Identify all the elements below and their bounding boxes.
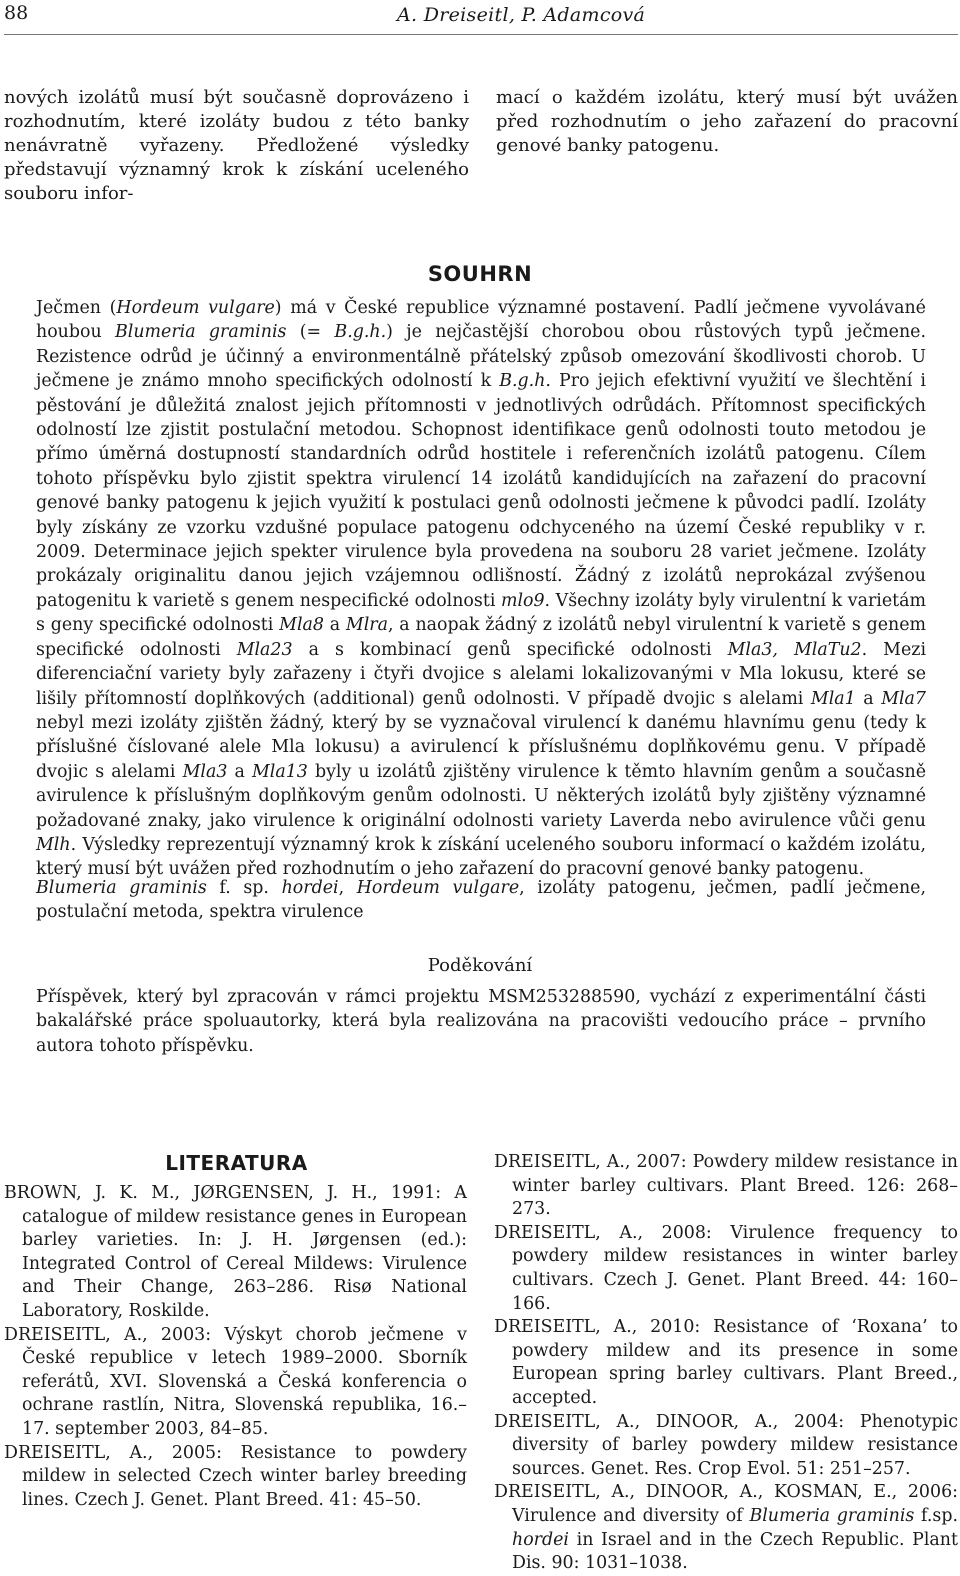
- running-head: A. Dreiseitl, P. Adamcová: [397, 4, 646, 26]
- souhrn-body: Ječmen (Hordeum vulgare) má v České republice významné postavení. Padlí ječmene vyvolávané houbou Blumeria graminis (= B.g.h.) je nejčastější chorobou obou růstových typů ječmene. Rezistence odrůd je účinný a environmentálně přátelský způsob omezování škodlivosti chorob. U ječmene je známo mnoho specifických odolností k B.g.h. Pro jejich efektivní využití ve šlechtění i pěstování je důležitá znalost jejich přítomnosti v jednotlivých odrůdách. Přítomnost specifických odolností lze zjistit postulační metodou. Schopnost identifikace genů odolnosti touto metodou je přímo úměrná dostupností standardních odrůd hostitele i referenčních izolátů patogenu. Cílem tohoto příspěvku bylo zjistit spektra virulencí 14 izolátů kandidujících na zařazení do pracovní genové banky patogenu k jejich využití k postulaci genů odolnosti ječmene k původci padlí. Izoláty byly získány ze vzorku vzdušné populace patogenu odchyceného na území České republiky v r. 2009. Determinace jejich spekter virulence byla provedena na souboru 28 variet ječmene. Izoláty prokázaly originalitu danou jejich vzájemnou odlišností. Žádný z izolátů neprokázal zvýšenou patogenitu k varietě s genem nespecifické odolnosti mlo9. Všechny izoláty byly virulentní k varietám s geny specifické odolnosti Mla8 a Mlra, a naopak žádný z izolátů nebyl virulentní k varietě s genem specifické odolnosti Mla23 a s kombinací genů specifické odolnosti Mla3, MlaTu2. Mezi diferenciační variety byly zařazeny i čtyři dvojice s alelami lokalizovanými v Mla lokusu, které se lišily přítomností doplňkových (additional) genů odolnosti. V případě dvojic s alelami Mla1 a Mla7 nebyl mezi izoláty zjištěn žádný, který by se vyznačoval virulencí k danému hlavnímu genu (tedy k příslušné číslované alele Mla lokusu) a avirulencí k příslušnému doplňkovému genu. V případě dvojic s alelami Mla3 a Mla13 byly u izolátů zjištěny virulence k těmto hlavním genům a současně avirulence k příslušným doplňkovým genům odolnosti. U některých izolátů byly zjištěny významné požadované znaky, jako virulence k originální odolnosti variety Laverda nebo avirulence vůči genu Mlh. Výsledky reprezentují významný krok k získání uceleného souboru informací o každém izolátu, který musí být uvážen před rozhodnutím o jeho zařazení do pracovní genové banky patogenu.: [36, 298, 926, 880]
- intro-left-column: nových izolátů musí být současně doprovázeno i rozhodnutím, které izoláty budou z této banky nenávratně vyřazeny. Předložené výsledky představují významný krok k získání uceleného souboru infor-: [4, 87, 469, 204]
- references-left-column: [4, 1182, 467, 1512]
- intro-right-column: mací o každém izolátu, který musí být uvážen před rozhodnutím o jeho zařazení do pracovní genové banky patogenu.: [496, 87, 958, 156]
- references-right-column: [494, 1151, 958, 1576]
- reference-entry: DREISEITL, A., DINOOR, A., KOSMAN, E., 2006: Virulence and diversity of Blumeria graminis f.sp. hordei in Israel and in the Czech Republic. Plant Dis. 90: 1031–1038.: [494, 1482, 958, 1574]
- reference-entry: DREISEITL, A., 2008: Virulence frequency to powdery mildew resistances in winter barley cultivars. Czech J. Genet. Plant Breed. 44: 160–166.: [494, 1222, 958, 1314]
- reference-entry: DREISEITL, A., 2005: Resistance to powdery mildew in selected Czech winter barley breeding lines. Czech J. Genet. Plant Breed. 41: 45–50.: [4, 1442, 467, 1510]
- acknowledgement-heading: Poděkování: [427, 955, 533, 976]
- souhrn-heading: SOUHRN: [427, 262, 533, 286]
- reference-entry: DREISEITL, A., 2010: Resistance of ‘Roxana’ to powdery mildew and its presence in some European spring barley cultivars. Plant Breed., accepted.: [494, 1317, 958, 1408]
- keywords: Blumeria graminis f. sp. hordei, Hordeum vulgare, izoláty patogenu, ječmen, padlí ječmene, postulační metoda, spektra virulence: [36, 878, 926, 923]
- literature-heading: LITERATURA: [165, 1151, 308, 1175]
- reference-entry: DREISEITL, A., 2003: Výskyt chorob ječmene v České republice v letech 1989–2000. Sborník referátů, XVI. Slovenská a Česká konferencia o ochrane rastlín, Nitra, Slovenská republika, 16.–17. september 2003, 84–85.: [4, 1324, 467, 1439]
- reference-entry: DREISEITL, A., DINOOR, A., 2004: Phenotypic diversity of barley powdery mildew resistance sources. Genet. Res. Crop Evol. 51: 251–257.: [494, 1411, 958, 1479]
- reference-entry: BROWN, J. K. M., JØRGENSEN, J. H., 1991: A catalogue of mildew resistance genes in European barley varieties. In: J. H. Jørgensen (ed.): Integrated Control of Cereal Mildews: Virulence and Their Change, 263–286. Risø National Laboratory, Roskilde.: [4, 1183, 467, 1321]
- acknowledgement-text: Příspěvek, který byl zpracován v rámci projektu MSM253288590, vychází z experimentální části bakalářské práce spoluautorky, která byla realizována na pracovišti vedoucího práce – prvního autora tohoto příspěvku.: [36, 987, 926, 1056]
- header-rule: [4, 34, 958, 35]
- reference-entry: DREISEITL, A., 2007: Powdery mildew resistance in winter barley cultivars. Plant Breed. 126: 268–273.: [494, 1152, 958, 1220]
- page-number: 88: [4, 2, 29, 24]
